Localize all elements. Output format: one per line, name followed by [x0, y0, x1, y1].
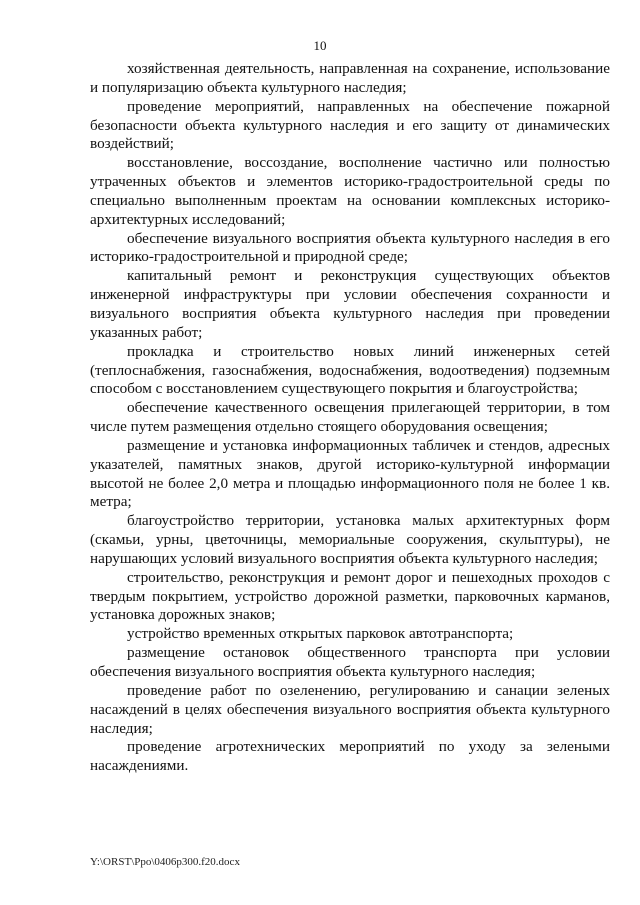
paragraph: строительство, реконструкция и ремонт дорог и пешеходных проходов с твердым покрытием, устройство дорожной разметки, парковочных карманов, установка дорожных знаков;: [90, 568, 610, 624]
footer-file-path: Y:\ORST\Ppo\0406p300.f20.docx: [90, 856, 240, 868]
paragraph: устройство временных открытых парковок автотранспорта;: [127, 625, 514, 643]
paragraph: обеспечение визуального восприятия объекта культурного наследия в его историко-градостроительной и природной среде;: [90, 229, 610, 266]
paragraph: хозяйственная деятельность, направленная на сохранение, использование и популяризацию объекта культурного наследия;: [90, 60, 610, 96]
paragraph: восстановление, воссоздание, восполнение частично или полностью утраченных объектов и элементов историко-градостроительной среды по специально выполненным проектам на основании комплексных историко-архитектурных исследований;: [90, 154, 610, 228]
page-number: 10: [313, 38, 327, 53]
paragraph: обеспечение качественного освещения прилегающей территории, в том числе путем размещения отдельно стоящего оборудования освещения;: [90, 399, 610, 436]
paragraph: размещение остановок общественного транспорта при условии обеспечения визуального восприятия объекта культурного наследия;: [90, 644, 610, 680]
paragraph: благоустройство территории, установка малых архитектурных форм (скамьи, урны, цветочницы, мемориальные сооружения, скульптуры), не нарушающих условий визуального восприятия объекта культурного наследия;: [90, 512, 610, 567]
paragraph: проведение агротехнических мероприятий по уходу за зелеными насаждениями.: [90, 738, 610, 775]
paragraph: проведение мероприятий, направленных на обеспечение пожарной безопасности объекта культурного наследия и его защиту от динамических воздействий;: [90, 97, 610, 153]
paragraph: проведение работ по озеленению, регулированию и санации зеленых насаждений в целях обеспечения визуального восприятия объекта культурного наследия;: [90, 681, 610, 737]
paragraph: размещение и установка информационных табличек и стендов, адресных указателей, памятных знаков, другой историко-культурной информации высотой не более 2,0 метра и площадью информационного поля не более 1 кв. метра;: [90, 436, 610, 511]
document-body: [90, 60, 610, 776]
paragraph: прокладка и строительство новых линий инженерных сетей (теплоснабжения, газоснабжения, водоснабжения, водоотведения) подземным способом с восстановлением существующего покрытия и благоустройства;: [90, 342, 610, 398]
paragraph: капитальный ремонт и реконструкция существующих объектов инженерной инфраструктуры при условии обеспечения сохранности и визуального восприятия объекта культурного наследия при проведении указанных работ;: [90, 267, 610, 341]
